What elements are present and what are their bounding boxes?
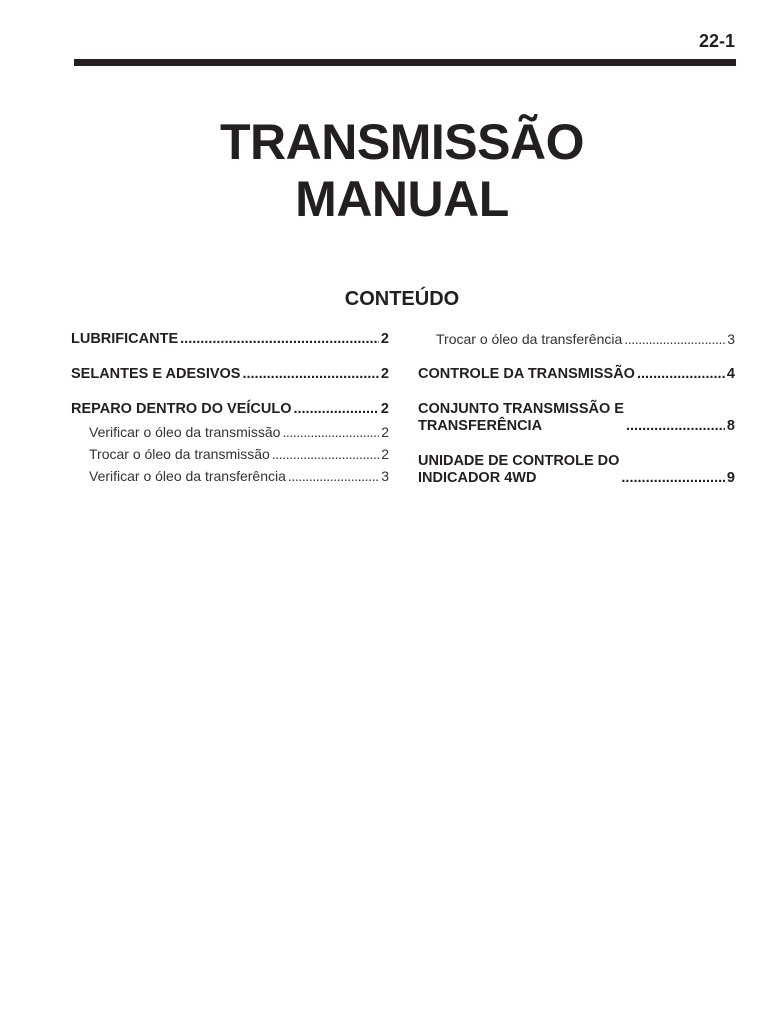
header-rule <box>74 59 736 66</box>
leader-dots <box>293 401 378 418</box>
toc-entry-page: 4 <box>726 366 735 382</box>
toc-entry-conjunto[interactable] <box>418 401 735 435</box>
toc-entry-selantes[interactable] <box>71 366 389 383</box>
toc-entry-page: 2 <box>380 331 389 347</box>
leader-dots <box>621 470 725 487</box>
title-line-1: TRANSMISSÃO <box>220 114 584 170</box>
toc-entry-page: 2 <box>380 366 389 382</box>
toc-right-column <box>418 331 735 505</box>
toc-entry-label: Trocar o óleo da transmissão <box>89 446 270 462</box>
toc-entry-label: Verificar o óleo da transferência <box>89 468 286 484</box>
toc-entry-label: Trocar o óleo da transferência <box>436 331 623 347</box>
toc-left-column <box>71 331 389 490</box>
toc-subentry-trocar-transmissao[interactable] <box>71 446 389 463</box>
toc-entry-label: REPARO DENTRO DO VEÍCULO <box>71 401 292 417</box>
toc-subentry-verificar-transmissao[interactable] <box>71 424 389 441</box>
leader-dots <box>180 331 379 348</box>
toc-entry-page: 2 <box>381 446 389 462</box>
leader-dots <box>637 366 725 383</box>
title-line-2: MANUAL <box>295 171 509 227</box>
toc-entry-page: 9 <box>726 470 735 486</box>
page-title <box>0 114 768 228</box>
toc-subentry-trocar-transferencia[interactable] <box>418 331 735 348</box>
toc-entry-page: 3 <box>727 331 735 347</box>
toc-entry-page: 3 <box>381 468 389 484</box>
toc-entry-label: UNIDADE DE CONTROLE DO INDICADOR 4WD <box>418 453 620 486</box>
leader-dots <box>242 366 378 383</box>
leader-dots <box>288 468 379 485</box>
leader-dots <box>282 424 379 441</box>
toc-subentry-verificar-transferencia[interactable] <box>71 468 389 485</box>
toc-entry-page: 2 <box>381 424 389 440</box>
leader-dots <box>624 331 725 348</box>
toc-entry-page: 8 <box>726 418 735 434</box>
toc-entry-label: Verificar o óleo da transmissão <box>89 424 281 440</box>
page-number: 22-1 <box>698 31 735 51</box>
toc-entry-controle[interactable] <box>418 366 735 383</box>
toc-entry-reparo[interactable] <box>71 401 389 418</box>
toc-entry-lubrificante[interactable] <box>71 331 389 348</box>
toc-entry-unidade[interactable] <box>418 453 735 487</box>
toc-entry-label: LUBRIFICANTE <box>71 331 179 347</box>
toc-entry-label: CONJUNTO TRANSMISSÃO E TRANSFERÊNCIA <box>418 401 624 434</box>
toc-entry-label: CONTROLE DA TRANSMISSÃO <box>418 366 635 382</box>
contents-heading: CONTEÚDO <box>344 288 460 310</box>
leader-dots <box>626 418 725 435</box>
toc-entry-page: 2 <box>380 401 389 417</box>
toc-entry-label: SELANTES E ADESIVOS <box>71 366 241 382</box>
leader-dots <box>272 446 379 463</box>
